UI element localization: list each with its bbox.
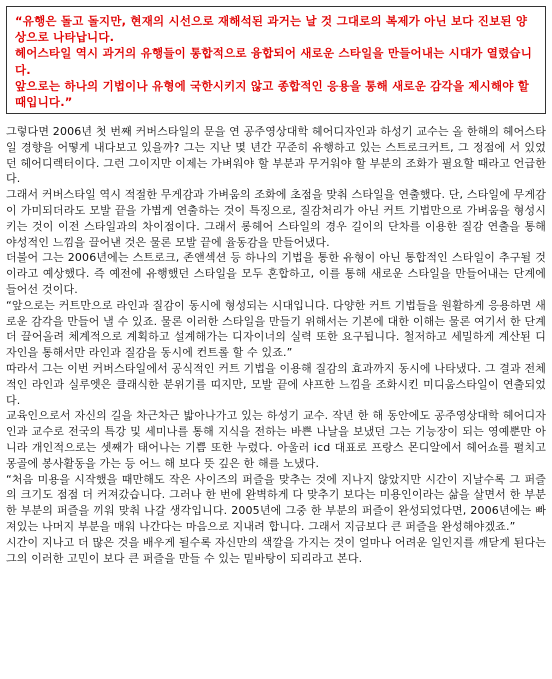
article-paragraph-5: 따라서 그는 이번 커버스타일에서 공식적인 커트 기법을 이용해 질감의 효과까지 동시에 나타냈다. 그 결과 전체적인 라인과 실루엣은 클래식한 분위기를 띠지만, 모발 끝에 샤프한 느낌을 조화시킨 미디움스타일이 연출되었다. bbox=[6, 361, 546, 407]
article-paragraph-4: “앞으로는 커트만으로 라인과 질감이 동시에 형성되는 시대입니다. 다양한 커트 기법들을 원활하게 응용하면 새로운 감각을 만들어 낼 수 있죠. 물론 이러한 스타일을 만들기 위해서는 기본에 대한 이해는 물론 여기서 한 단계 더 끌어올려 체계적으로 계획하고 설계해가는 디자이너의 실력 또한 요구됩니다. 철저하고 세밀하게 계산된 디자인을 통해서만 라인과 질감을 동시에 컨트롤 할 수 있죠.” bbox=[6, 298, 546, 360]
article-paragraph-7: “처음 미용을 시작했을 때만해도 작은 사이즈의 퍼즐을 맞추는 것에 지나지 않았지만 시간이 지날수록 그 퍼즐의 크기도 점점 더 커져갔습니다. 그러나 한 번에 완벽하게 다 맞추기 보다는 미용인이라는 삶을 살면서 한 부분 한 부분의 퍼즐을 끼워 맞춰 나갈 생각입니다. 2005년에 그중 한 부분의 퍼즐이 완성되었다면, 2006년에는 빠져있는 나머지 부분을 매워 나간다는 마음으로 지내려 합니다. 그래서 지금보다 큰 퍼즐을 완성해야겠죠.” bbox=[6, 472, 546, 533]
article-body bbox=[6, 124, 546, 566]
quote-line-1: “유행은 돌고 돌지만, 현재의 시선으로 재해석된 과거는 날 것 그대로의 복제가 아닌 보다 진보된 양상으로 나타납니다. bbox=[15, 14, 528, 45]
article-paragraph-1: 그렇다면 2006년 첫 번째 커버스타일의 문을 연 공주영상대학 헤어디자인과 하성기 교수는 올 한해의 헤어스타일 경향을 어떻게 내다보고 있을까? 그는 지난 몇 년간 꾸준히 유행하고 있는 스트로크커트, 그 정점에 서 있었던 헤어디렉터이다. 그런 그이지만 이제는 가벼워야 할 부분과 무거워야 할 부분의 조화가 필요할 때라고 언급한다. bbox=[6, 125, 546, 186]
highlight-quote-box bbox=[6, 6, 546, 114]
article-paragraph-3: 더불어 그는 2006년에는 스트로크, 존앤섹션 등 하나의 기법을 통한 유형이 아닌 통합적인 스타일이 추구될 것이라고 예상했다. 즉 예전에 유행했던 스타일을 모두 혼합하고, 이를 통해 새로운 스타일을 만들어내는 단계에 들어선 것이다. bbox=[6, 251, 546, 296]
quote-line-3: 앞으로는 하나의 기법이나 유형에 국한시키지 않고 종합적인 응용을 통해 새로운 감각을 제시해야 할 때입니다.” bbox=[15, 78, 530, 110]
article-paragraph-6: 교육인으로서 자신의 길을 차근차근 밟아나가고 있는 하성기 교수. 작년 한 해 동안에도 공주영상대학 헤어디자인과 교수로 전국의 특강 및 세미나를 통해 지식을 전하는 바쁜 나날을 보냈던 그는 기능장이 되는 영예뿐만 아니라 개인적으로는 셋째가 태어나는 기쁨 또한 누렸다. 아울러 icd 대표로 프랑스 몬디알에서 헤어쇼를 펼치고 몽골에 봉사활동을 가는 등 어느 해 보다 뜻 깊은 한 해를 노냈다. bbox=[6, 409, 546, 470]
article-paragraph-8: 시간이 지나고 더 많은 것을 배우게 될수록 자신만의 색깔을 가지는 것이 얼마나 어려운 일인지를 깨닫게 된다는 그의 이러한 고민이 보다 큰 퍼즐을 만들 수 있는 밑바탕이 되리라고 본다. bbox=[6, 535, 546, 565]
quote-line-2: 헤어스타일 역시 과거의 유행들이 통합적으로 융합되어 새로운 스타일을 만들어내는 시대가 열렸습니다. bbox=[15, 46, 533, 77]
article-paragraph-2: 그래서 커버스타일 역시 적절한 무게감과 가벼움의 조화에 초점을 맞춰 스타일을 연출했다. 단, 스타일에 무게감이 가미되더라도 모발 끝을 가볍게 연출하는 것이 특징으로, 질감처리가 아닌 커트 기법만으로 가벼움을 형성시키는 것이 이전 스타일과의 차이점이다. 그래서 롱헤어 스타일의 경우 길이의 단차를 이용한 질감 연출을 통해 야성적인 느낌을 끌어낸 것은 물론 모발 끝에 율동감을 만들어냈다. bbox=[6, 188, 546, 249]
